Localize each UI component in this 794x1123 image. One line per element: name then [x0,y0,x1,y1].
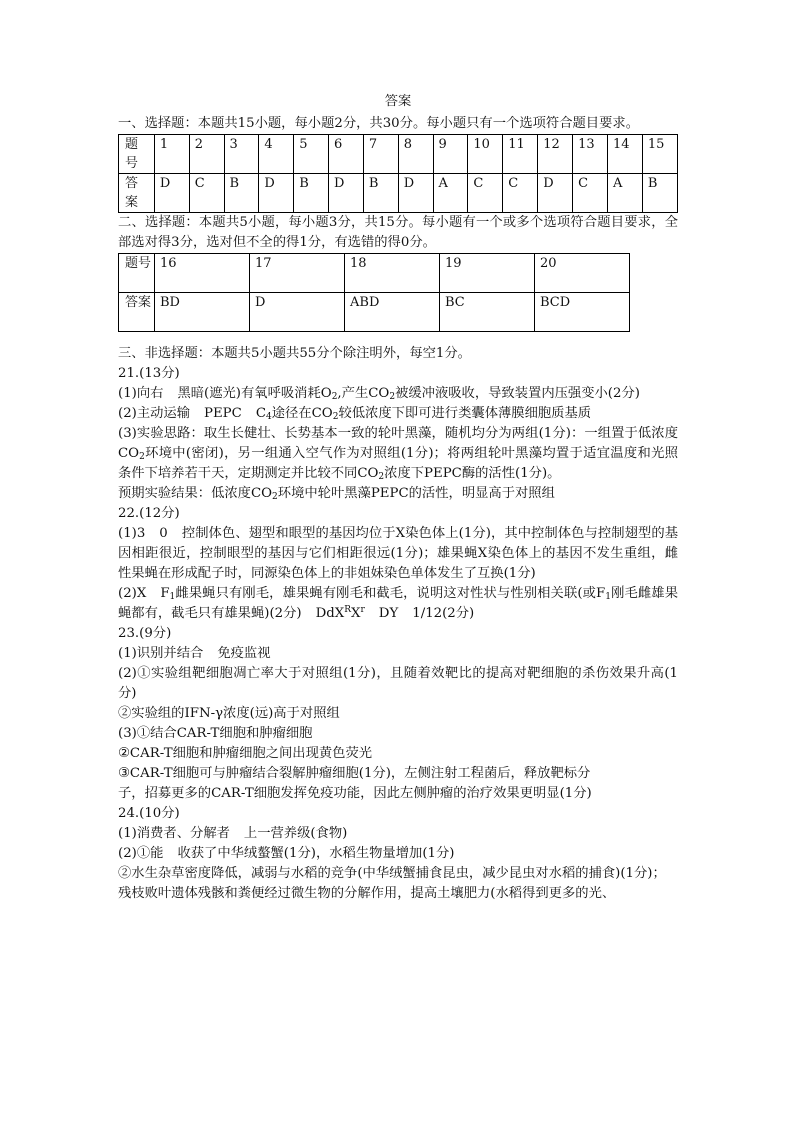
table-row [119,293,630,332]
answer-cell: D [398,174,433,213]
q22-part1: (1)3 0 控制体色、翅型和眼型的基因均位于X染色体上(1分)，其中控制体色与控制翅型的基因相距很近，控制眼型的基因与它们相距很远(1分)；雄果蝇X染色体上的基因不发生重组，雌性果蝇在形成配子时，同源染色体上的非姐妹染色单体发生了互换(1分) [118,526,678,581]
question-number: 14 [608,135,643,174]
answer-cell: B [363,174,398,213]
q23-part3-a: (3)①结合CAR-T细胞和肿瘤细胞 [118,726,313,741]
answer-cell: D [250,293,345,332]
question-number: 3 [224,135,259,174]
answer-cell: C [189,174,224,213]
question-number: 7 [363,135,398,174]
question-number: 10 [468,135,503,174]
question-number: 9 [433,135,468,174]
answer-cell: BC [440,293,535,332]
section2-answer-table [118,253,630,332]
row-label-number: 题号 [119,254,155,293]
question-number: 8 [398,135,433,174]
answer-cell: B [224,174,259,213]
q22-heading: 22.(12分) [118,506,180,521]
question-number: 4 [259,135,294,174]
answer-cell: A [608,174,643,213]
question-number: 1 [154,135,189,174]
page-title: 答案 [384,94,412,109]
answer-cell: C [468,174,503,213]
question-number: 19 [440,254,535,293]
row-label-answer: 答案 [119,293,155,332]
q24-part2-c: 残枝败叶遗体残骸和粪便经过微生物的分解作用，提高土壤肥力(水稻得到更多的光、 [118,886,616,901]
q23-part3-d: 子，招募更多的CAR-T细胞发挥免疫功能，因此左侧肿瘤的治疗效果更明显(1分) [118,786,592,801]
q21-part2: (2)主动运输 PEPC $C_4$途径在$CO_2$较低浓度下即可进行类囊体薄膜细胞质基质 [118,406,592,422]
table-row [119,174,678,213]
answer-cell: D [538,174,573,213]
question-number: 16 [155,254,250,293]
section2-intro: 二、选择题：本题共5小题，每小题3分，共15分。每小题有一个或多个选项符合题目要求，全部选对得3分，选对但不全的得1分，有选错的得0分。 [118,215,678,250]
table-row [119,254,630,293]
answer-cell: D [259,174,294,213]
answer-cell: B [294,174,329,213]
answer-cell: B [642,174,677,213]
q21-heading: 21.(13分) [118,366,180,381]
q21-expected-result: 预期实验结果：低浓度$CO_2$环境中轮叶黑藻PEPC的活性，明显高于对照组 [118,486,555,502]
row-label-answer: 答案 [119,174,155,213]
q24-part1: (1)消费者、分解者 上一营养级(食物) [118,826,348,841]
q22-part2: (2)X $F_1$雌果蝇只有刚毛，雄果蝇有刚毛和截毛，说明这对性状与性别相关联(或$F_1$刚毛雌雄果蝇都有，截毛只有雄果蝇)(2分) $DdX^RX^r$ DY 1/12(2分) [118,586,678,621]
answer-page [118,92,678,904]
answer-cell: C [503,174,538,213]
answer-cell: D [329,174,364,213]
answer-cell: ABD [345,293,440,332]
question-number: 2 [189,135,224,174]
q23-part2-b: ②实验组的IFN-γ浓度(远)高于对照组 [118,706,340,721]
q23-part3-c: ③CAR-T细胞可与肿瘤结合裂解肿瘤细胞(1分)，左侧注射工程菌后，释放靶标分 [118,766,591,781]
section1-intro: 一、选择题：本题共15小题，每小题2分，共30分。每小题只有一个选项符合题目要求。 [118,116,639,131]
question-number: 17 [250,254,345,293]
section3-intro: 三、非选择题：本题共5小题共55分个除注明外，每空1分。 [118,346,471,361]
table-row [119,135,678,174]
section1-answer-table [118,134,678,213]
q21-part1: (1)向右 黑暗(遮光)有氧呼吸消耗$O_2$,产生$CO_2$被缓冲液吸收，导致装置内压强变小(2分) [118,386,640,402]
q21-part3: (3)实验思路：取生长健壮、长势基本一致的轮叶黑藻，随机均分为两组(1分)：一组置于低浓度$CO_2$环境中(密闭)，另一组通入空气作为对照组(1分)；将两组轮叶黑藻均置于适宜温度和光照条件下培养若干天，定期测定并比较不同$CO_2$浓度下PEPC酶的活性(1分)。 [118,426,678,482]
q24-heading: 24.(10分) [118,806,180,821]
question-number: 18 [345,254,440,293]
q24-part2-a: (2)①能 收获了中华绒螯蟹(1分)，水稻生物量增加(1分) [118,846,455,861]
q23-part2: (2)①实验组靶细胞凋亡率大于对照组(1分)，且随着效靶比的提高对靶细胞的杀伤效果升高(1分) [118,666,678,701]
q23-heading: 23.(9分) [118,626,172,641]
answer-cell: A [433,174,468,213]
q24-part2-b: ②水生杂草密度降低，减弱与水稻的竞争(中华绒蟹捕食昆虫，减少昆虫对水稻的捕食)(1分)； [118,866,666,881]
answer-cell: BD [155,293,250,332]
question-number: 15 [642,135,677,174]
question-number: 6 [329,135,364,174]
question-number: 5 [294,135,329,174]
question-number: 13 [573,135,608,174]
q23-part3-b: ②CAR-T细胞和肿瘤细胞之间出现黄色荧光 [118,746,373,761]
row-label-number: 题号 [119,135,155,174]
answer-cell: D [154,174,189,213]
q23-part1: (1)识别并结合 免疫监视 [118,646,271,661]
question-number: 20 [535,254,630,293]
question-number: 11 [503,135,538,174]
answer-cell: C [573,174,608,213]
question-number: 12 [538,135,573,174]
answer-cell: BCD [535,293,630,332]
